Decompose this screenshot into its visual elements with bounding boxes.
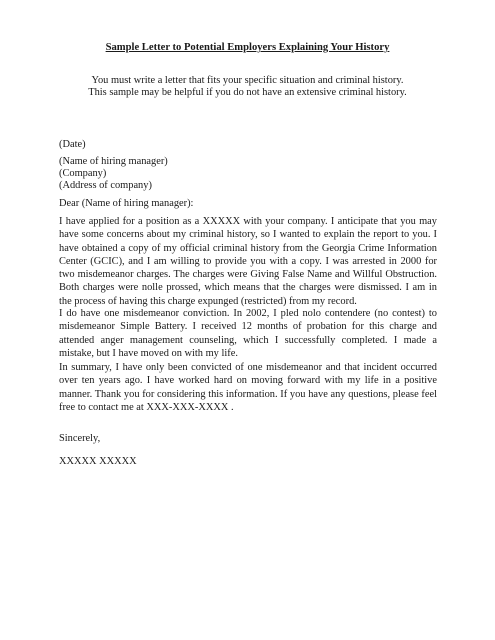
company-name: (Company) [59, 168, 107, 179]
hiring-manager-name: (Name of hiring manager) [59, 156, 168, 167]
recipient-address [59, 156, 437, 192]
closing: Sincerely, [59, 433, 101, 444]
letter-title: Sample Letter to Potential Employers Explaining Your History [105, 42, 390, 53]
paragraph-history: I have applied for a position as a XXXXX with your company. I anticipate that you may have some concerns about my criminal history, so I wanted to explain the report to you. I have obtained a copy of my official criminal history from the Georgia Crime Information Center (GCIC), and I am willing to provide you with a copy. I was arrested in 2000 for two misdemeanor charges. The charges were Giving False Name and Willful Obstruction. Both charges were nolle prossed, which means that the charges were dismissed. I am in the process of having this charge expunged (restricted) from my record. [59, 216, 437, 307]
company-address: (Address of company) [59, 180, 152, 191]
intro-text [60, 75, 435, 99]
intro-line-2: This sample may be helpful if you do not have an extensive criminal history. [88, 87, 407, 98]
salutation: Dear (Name of hiring manager): [59, 198, 194, 209]
paragraph-conviction: I do have one misdemeanor conviction. In 2002, I pled nolo contendere (no contest) to misdemeanor Simple Battery. I received 12 months of probation for this charge and attended anger management counseling, which I successfully completed. I made a mistake, but I have moved on with my life. [59, 308, 437, 359]
intro-line-1: You must write a letter that fits your specific situation and criminal history. [91, 75, 404, 86]
signature: XXXXX XXXXX [59, 456, 137, 467]
paragraph-summary: In summary, I have only been convicted of one misdemeanor and that incident occurred over ten years ago. I have worked hard on moving forward with my life in a positive manner. Thank you for considering this information. If you have any questions, please feel free to contact me at XXX-XXX-XXXX . [59, 362, 437, 413]
date-placeholder: (Date) [59, 139, 86, 150]
